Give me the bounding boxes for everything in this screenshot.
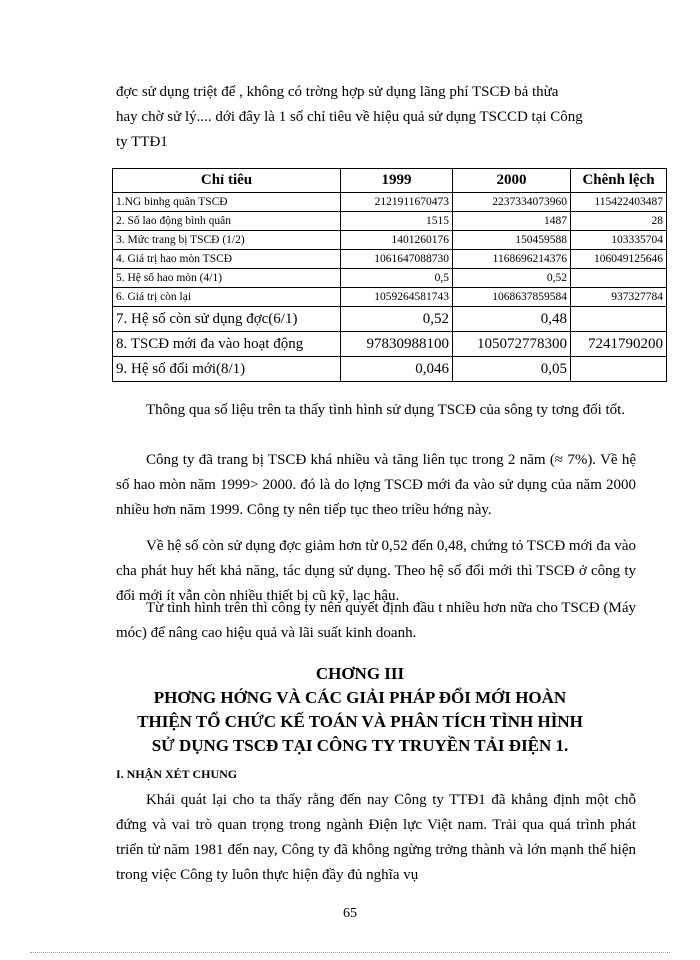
value-2000: 0,48 xyxy=(453,307,571,332)
table-row xyxy=(113,357,667,382)
row-label: 5. Hệ số hao mòn (4/1) xyxy=(113,269,341,288)
row-label: 7. Hệ số còn sử dụng đợc(6/1) xyxy=(113,307,341,332)
efficiency-table xyxy=(112,168,667,382)
value-difference: 106049125646 xyxy=(571,250,667,269)
value-1999: 0,046 xyxy=(341,357,453,382)
value-1999: 1061647088730 xyxy=(341,250,453,269)
value-2000: 0,52 xyxy=(453,269,571,288)
value-1999: 1059264581743 xyxy=(341,288,453,307)
intro-line-2: hay chờ sử lý.... dới đây là 1 số chỉ tiêu về hiệu quả sử dụng TSCCD tại Công xyxy=(116,109,583,125)
header-2000: 2000 xyxy=(453,169,571,193)
value-1999: 0,5 xyxy=(341,269,453,288)
table-row xyxy=(113,193,667,212)
table-row xyxy=(113,307,667,332)
page-number: 65 xyxy=(343,906,357,921)
header-indicator: Chỉ tiêu xyxy=(113,169,341,193)
value-2000: 1487 xyxy=(453,212,571,231)
header-1999: 1999 xyxy=(341,169,453,193)
value-2000: 0,05 xyxy=(453,357,571,382)
intro-line-1: đợc sử dụng triệt để , không có trờng hợp sử dụng lãng phí TSCĐ bả thừa xyxy=(116,84,559,100)
chapter-title-line-1: PHƠNG HỚNG VÀ CÁC GIẢI PHÁP ĐỔI MỚI HOÀN xyxy=(153,688,567,707)
row-label: 3. Mức trang bị TSCĐ (1/2) xyxy=(113,231,341,250)
paragraph-recommendation: Từ tình hình trên thì công ty nên quyết định đầu t nhiều hơn nữa cho TSCĐ (Máy móc) để nâng cao hiệu quả và lãi suất kinh doanh. xyxy=(116,600,636,641)
value-1999: 2121911670473 xyxy=(341,193,453,212)
value-2000: 105072778300 xyxy=(453,332,571,357)
value-difference xyxy=(571,269,667,288)
table-row xyxy=(113,332,667,357)
chapter-title-line-2: THIỆN TỔ CHỨC KẾ TOÁN VÀ PHÂN TÍCH TÌNH HÌNH xyxy=(137,712,583,731)
table-header-row xyxy=(113,169,667,193)
row-label: 9. Hệ số đổi mới(8/1) xyxy=(113,357,341,382)
row-label: 8. TSCĐ mới đa vào hoạt động xyxy=(113,332,341,357)
value-difference xyxy=(571,307,667,332)
row-label: 2. Số lao động bình quân xyxy=(113,212,341,231)
section-body: Khái quát lại cho ta thấy rằng đến nay Công ty TTĐ1 đã khẳng định một chỗ đứng và vai trò quan trọng trong ngành Điện lực Việt nam. Trải qua quá trình phát triển từ năm 1981 đến nay, Công ty đã không ngừng trởng thành và lớn mạnh thể hiện trong việc Công ty luôn thực hiện đầy đủ nghĩa vụ xyxy=(116,792,636,883)
paragraph-overview: Thông qua số liệu trên ta thấy tình hình sử dụng TSCĐ của sông ty tơng đối tốt. xyxy=(146,402,626,418)
table-row xyxy=(113,250,667,269)
value-2000: 150459588 xyxy=(453,231,571,250)
table-row xyxy=(113,231,667,250)
value-difference: 7241790200 xyxy=(571,332,667,357)
chapter-number: CHƠNG III xyxy=(315,664,405,683)
value-difference: 103335704 xyxy=(571,231,667,250)
paragraph-usage-ratio: Về hệ số còn sử dụng đợc giảm hơn từ 0,52 đến 0,48, chứng tỏ TSCĐ mới đa vào cha phát huy hết khả năng, tác dụng sử dụng. Theo hệ số đổi mới thì TSCĐ ở công ty đổi mới ít vẫn còn nhiều thiết bị cũ kỹ, lạc hậu. xyxy=(116,538,636,604)
value-difference: 28 xyxy=(571,212,667,231)
value-1999: 97830988100 xyxy=(341,332,453,357)
footer-divider xyxy=(30,952,670,953)
row-label: 6. Giá trị còn lại xyxy=(113,288,341,307)
row-label: 4. Giá trị hao mòn TSCĐ xyxy=(113,250,341,269)
paragraph-equipment: Công ty đã trang bị TSCĐ khá nhiều và tăng liên tục trong 2 năm (≈ 7%). Về hệ số hao mòn năm 1999> 2000. đó là do lợng TSCĐ mới đa vào sử dụng của năm 2000 nhiều hơn năm 1999. Công ty nên tiếp tục theo triều hớng này. xyxy=(116,452,636,518)
value-difference xyxy=(571,357,667,382)
intro-line-3: ty TTĐ1 xyxy=(116,134,168,150)
row-label: 1.NG binhg quân TSCĐ xyxy=(113,193,341,212)
value-1999: 0,52 xyxy=(341,307,453,332)
table-row xyxy=(113,288,667,307)
section-heading: I. NHẬN XÉT CHUNG xyxy=(116,767,238,781)
table-row xyxy=(113,212,667,231)
value-2000: 2237334073960 xyxy=(453,193,571,212)
value-2000: 1068637859584 xyxy=(453,288,571,307)
value-1999: 1515 xyxy=(341,212,453,231)
value-difference: 937327784 xyxy=(571,288,667,307)
value-1999: 1401260176 xyxy=(341,231,453,250)
table-row xyxy=(113,269,667,288)
value-2000: 1168696214376 xyxy=(453,250,571,269)
value-difference: 115422403487 xyxy=(571,193,667,212)
header-difference: Chênh lệch xyxy=(571,169,667,193)
chapter-title-line-3: SỬ DỤNG TSCĐ TẠI CÔNG TY TRUYỀN TẢI ĐIỆN 1. xyxy=(151,736,569,755)
